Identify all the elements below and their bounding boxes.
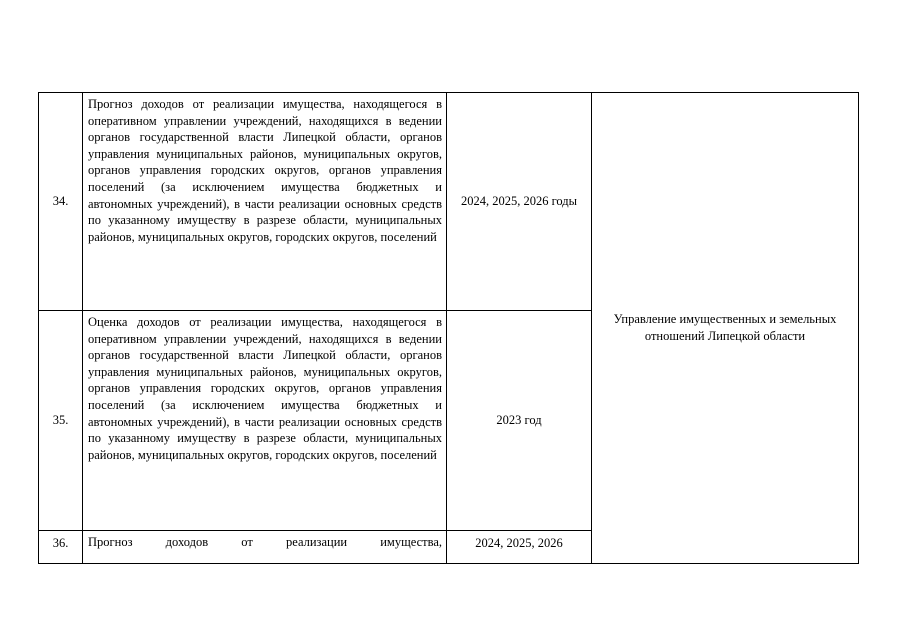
row-period: 2023 год [447, 311, 592, 531]
row-number: 36. [39, 531, 83, 564]
document-table [38, 92, 859, 564]
row-description: Прогноз доходов от реализации имущества, находящегося в оперативном управлении учреждений, находящихся в ведении органов государственной власти Липецкой области, органов управления муниципальных районов, муниципальных округов, органов управления городских округов, органов управления поселений (за исключением имущества бюджетных и автономных учреждений), в части реализации основных средств по указанному имуществу в разрезе области, муниципальных районов, муниципальных округов, городских округов, поселений [83, 93, 447, 311]
row-period: 2024, 2025, 2026 годы [447, 93, 592, 311]
table-row [39, 93, 859, 311]
row-description: Прогноз доходов от реализации имущества, [83, 531, 447, 564]
row-number: 35. [39, 311, 83, 531]
responsible-body: Управление имущественных и земельных отношений Липецкой области [592, 93, 859, 564]
row-period: 2024, 2025, 2026 [447, 531, 592, 564]
row-number: 34. [39, 93, 83, 311]
row-description: Оценка доходов от реализации имущества, находящегося в оперативном управлении учреждений, находящихся в ведении органов государственной власти Липецкой области, органов управления муниципальных районов, муниципальных округов, органов управления городских округов, органов управления поселений (за исключением имущества бюджетных и автономных учреждений), в части реализации основных средств по указанному имуществу в разрезе области, муниципальных районов, муниципальных округов, городских округов, поселений [83, 311, 447, 531]
